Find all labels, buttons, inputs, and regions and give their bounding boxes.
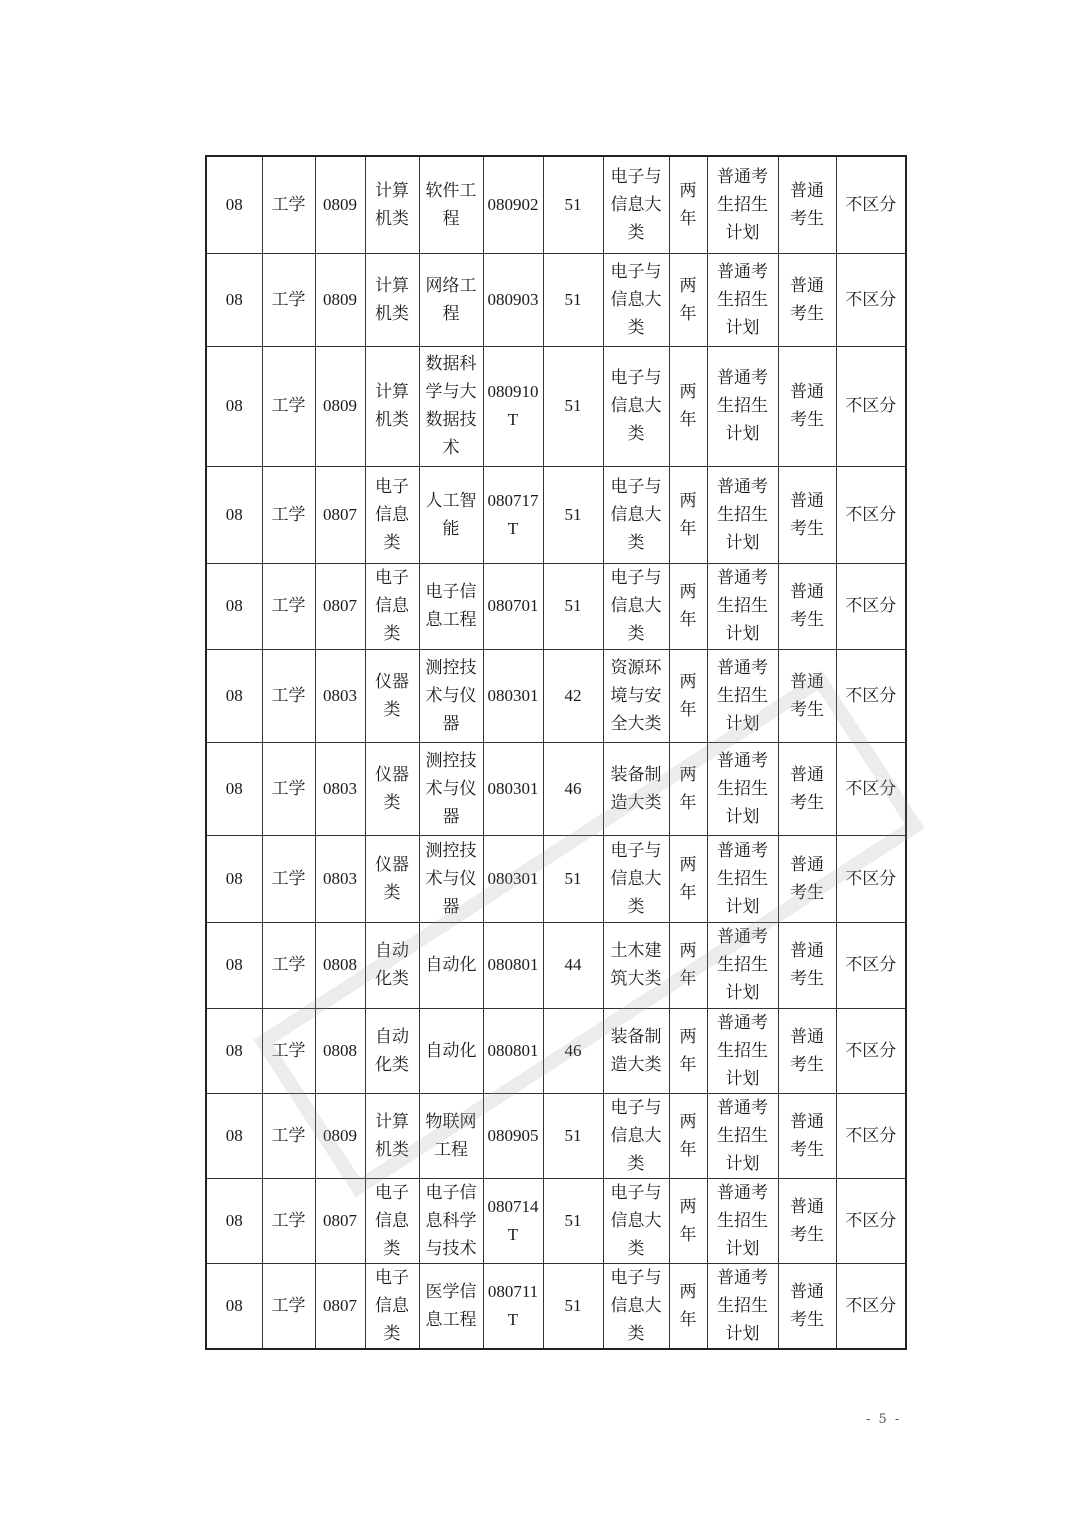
class-code-cell: 0808 [315, 922, 365, 1008]
student-type-cell: 普通考生 [778, 922, 836, 1008]
class-name-cell: 计算机类 [365, 253, 419, 346]
major-code-cell: 080905 [483, 1093, 543, 1178]
discipline-name-cell: 工学 [262, 1008, 315, 1093]
discipline-name-cell: 工学 [262, 466, 315, 563]
table-row [206, 563, 906, 649]
vocational-code-cell: 42 [543, 649, 603, 742]
discipline-name-cell: 工学 [262, 742, 315, 835]
class-code-cell: 0808 [315, 1008, 365, 1093]
student-type-cell: 普通考生 [778, 835, 836, 922]
discipline-code-cell: 08 [206, 253, 262, 346]
gender-cell: 不区分 [836, 156, 906, 253]
plan-type-cell: 普通考生招生计划 [707, 563, 778, 649]
plan-type-cell: 普通考生招生计划 [707, 922, 778, 1008]
major-code-cell: 080717T [483, 466, 543, 563]
discipline-name-cell: 工学 [262, 156, 315, 253]
duration-cell: 两年 [669, 346, 707, 466]
class-name-cell: 仪器类 [365, 742, 419, 835]
discipline-code-cell: 08 [206, 466, 262, 563]
vocational-code-cell: 51 [543, 156, 603, 253]
plan-type-cell: 普通考生招生计划 [707, 253, 778, 346]
discipline-name-cell: 工学 [262, 563, 315, 649]
table-row [206, 1263, 906, 1349]
discipline-name-cell: 工学 [262, 1178, 315, 1263]
discipline-name-cell: 工学 [262, 253, 315, 346]
discipline-code-cell: 08 [206, 1178, 262, 1263]
discipline-code-cell: 08 [206, 1093, 262, 1178]
discipline-code-cell: 08 [206, 156, 262, 253]
major-name-cell: 测控技术与仪器 [419, 742, 483, 835]
vocational-code-cell: 51 [543, 253, 603, 346]
duration-cell: 两年 [669, 835, 707, 922]
student-type-cell: 普通考生 [778, 253, 836, 346]
table-row [206, 156, 906, 253]
class-name-cell: 电子信息类 [365, 466, 419, 563]
class-name-cell: 仪器类 [365, 649, 419, 742]
plan-type-cell: 普通考生招生计划 [707, 346, 778, 466]
table-row [206, 253, 906, 346]
student-type-cell: 普通考生 [778, 649, 836, 742]
class-name-cell: 自动化类 [365, 922, 419, 1008]
plan-type-cell: 普通考生招生计划 [707, 1178, 778, 1263]
vocational-category-cell: 资源环境与安全大类 [603, 649, 669, 742]
discipline-code-cell: 08 [206, 1008, 262, 1093]
table-row [206, 922, 906, 1008]
major-name-cell: 物联网工程 [419, 1093, 483, 1178]
vocational-code-cell: 51 [543, 466, 603, 563]
vocational-category-cell: 电子与信息大类 [603, 1178, 669, 1263]
class-code-cell: 0807 [315, 1178, 365, 1263]
student-type-cell: 普通考生 [778, 1008, 836, 1093]
table-row [206, 346, 906, 466]
table-row [206, 835, 906, 922]
major-table [205, 155, 907, 1350]
vocational-code-cell: 46 [543, 742, 603, 835]
plan-type-cell: 普通考生招生计划 [707, 156, 778, 253]
major-name-cell: 电子信息科学与技术 [419, 1178, 483, 1263]
vocational-code-cell: 51 [543, 563, 603, 649]
duration-cell: 两年 [669, 1178, 707, 1263]
discipline-name-cell: 工学 [262, 922, 315, 1008]
major-name-cell: 数据科学与大数据技术 [419, 346, 483, 466]
page-number: - 5 - [866, 1412, 902, 1427]
major-name-cell: 电子信息工程 [419, 563, 483, 649]
gender-cell: 不区分 [836, 1008, 906, 1093]
class-code-cell: 0809 [315, 1093, 365, 1178]
table-row [206, 649, 906, 742]
major-name-cell: 自动化 [419, 1008, 483, 1093]
discipline-code-cell: 08 [206, 563, 262, 649]
gender-cell: 不区分 [836, 1178, 906, 1263]
major-code-cell: 080903 [483, 253, 543, 346]
duration-cell: 两年 [669, 922, 707, 1008]
major-code-cell: 080910T [483, 346, 543, 466]
duration-cell: 两年 [669, 1093, 707, 1178]
vocational-category-cell: 电子与信息大类 [603, 563, 669, 649]
class-code-cell: 0807 [315, 466, 365, 563]
gender-cell: 不区分 [836, 649, 906, 742]
class-name-cell: 电子信息类 [365, 563, 419, 649]
duration-cell: 两年 [669, 253, 707, 346]
plan-type-cell: 普通考生招生计划 [707, 1263, 778, 1349]
gender-cell: 不区分 [836, 346, 906, 466]
major-code-cell: 080301 [483, 649, 543, 742]
table-row [206, 742, 906, 835]
major-name-cell: 自动化 [419, 922, 483, 1008]
duration-cell: 两年 [669, 156, 707, 253]
vocational-code-cell: 51 [543, 346, 603, 466]
vocational-category-cell: 电子与信息大类 [603, 835, 669, 922]
vocational-category-cell: 土木建筑大类 [603, 922, 669, 1008]
class-name-cell: 自动化类 [365, 1008, 419, 1093]
plan-type-cell: 普通考生招生计划 [707, 1093, 778, 1178]
student-type-cell: 普通考生 [778, 563, 836, 649]
major-code-cell: 080801 [483, 1008, 543, 1093]
table-row [206, 1178, 906, 1263]
class-code-cell: 0803 [315, 649, 365, 742]
vocational-code-cell: 51 [543, 1093, 603, 1178]
class-name-cell: 计算机类 [365, 156, 419, 253]
vocational-category-cell: 电子与信息大类 [603, 466, 669, 563]
gender-cell: 不区分 [836, 253, 906, 346]
discipline-name-cell: 工学 [262, 1263, 315, 1349]
class-code-cell: 0809 [315, 346, 365, 466]
gender-cell: 不区分 [836, 563, 906, 649]
vocational-code-cell: 51 [543, 1178, 603, 1263]
student-type-cell: 普通考生 [778, 466, 836, 563]
vocational-code-cell: 46 [543, 1008, 603, 1093]
discipline-name-cell: 工学 [262, 835, 315, 922]
class-code-cell: 0809 [315, 253, 365, 346]
major-code-cell: 080902 [483, 156, 543, 253]
gender-cell: 不区分 [836, 922, 906, 1008]
vocational-category-cell: 电子与信息大类 [603, 253, 669, 346]
plan-type-cell: 普通考生招生计划 [707, 466, 778, 563]
discipline-name-cell: 工学 [262, 346, 315, 466]
plan-type-cell: 普通考生招生计划 [707, 649, 778, 742]
major-name-cell: 测控技术与仪器 [419, 649, 483, 742]
vocational-code-cell: 51 [543, 835, 603, 922]
class-name-cell: 电子信息类 [365, 1263, 419, 1349]
student-type-cell: 普通考生 [778, 1093, 836, 1178]
table-body [206, 156, 906, 1349]
gender-cell: 不区分 [836, 1263, 906, 1349]
major-name-cell: 软件工程 [419, 156, 483, 253]
class-code-cell: 0803 [315, 742, 365, 835]
vocational-category-cell: 装备制造大类 [603, 1008, 669, 1093]
duration-cell: 两年 [669, 1263, 707, 1349]
class-name-cell: 仪器类 [365, 835, 419, 922]
discipline-code-cell: 08 [206, 346, 262, 466]
student-type-cell: 普通考生 [778, 1178, 836, 1263]
major-name-cell: 网络工程 [419, 253, 483, 346]
duration-cell: 两年 [669, 742, 707, 835]
student-type-cell: 普通考生 [778, 742, 836, 835]
vocational-category-cell: 电子与信息大类 [603, 156, 669, 253]
discipline-name-cell: 工学 [262, 649, 315, 742]
table-row [206, 466, 906, 563]
gender-cell: 不区分 [836, 1093, 906, 1178]
duration-cell: 两年 [669, 649, 707, 742]
class-code-cell: 0807 [315, 1263, 365, 1349]
discipline-code-cell: 08 [206, 922, 262, 1008]
gender-cell: 不区分 [836, 835, 906, 922]
major-name-cell: 人工智能 [419, 466, 483, 563]
major-name-cell: 医学信息工程 [419, 1263, 483, 1349]
major-code-cell: 080701 [483, 563, 543, 649]
major-code-cell: 080711T [483, 1263, 543, 1349]
plan-type-cell: 普通考生招生计划 [707, 742, 778, 835]
class-name-cell: 计算机类 [365, 1093, 419, 1178]
duration-cell: 两年 [669, 1008, 707, 1093]
class-name-cell: 电子信息类 [365, 1178, 419, 1263]
plan-type-cell: 普通考生招生计划 [707, 835, 778, 922]
student-type-cell: 普通考生 [778, 1263, 836, 1349]
class-code-cell: 0803 [315, 835, 365, 922]
class-code-cell: 0809 [315, 156, 365, 253]
duration-cell: 两年 [669, 466, 707, 563]
gender-cell: 不区分 [836, 466, 906, 563]
discipline-code-cell: 08 [206, 742, 262, 835]
major-code-cell: 080301 [483, 835, 543, 922]
vocational-category-cell: 电子与信息大类 [603, 1263, 669, 1349]
discipline-code-cell: 08 [206, 835, 262, 922]
vocational-code-cell: 51 [543, 1263, 603, 1349]
major-name-cell: 测控技术与仪器 [419, 835, 483, 922]
vocational-category-cell: 装备制造大类 [603, 742, 669, 835]
vocational-code-cell: 44 [543, 922, 603, 1008]
table-row [206, 1008, 906, 1093]
class-name-cell: 计算机类 [365, 346, 419, 466]
class-code-cell: 0807 [315, 563, 365, 649]
major-code-cell: 080301 [483, 742, 543, 835]
student-type-cell: 普通考生 [778, 346, 836, 466]
major-code-cell: 080801 [483, 922, 543, 1008]
gender-cell: 不区分 [836, 742, 906, 835]
table-row [206, 1093, 906, 1178]
major-code-cell: 080714T [483, 1178, 543, 1263]
student-type-cell: 普通考生 [778, 156, 836, 253]
plan-type-cell: 普通考生招生计划 [707, 1008, 778, 1093]
discipline-code-cell: 08 [206, 1263, 262, 1349]
discipline-code-cell: 08 [206, 649, 262, 742]
duration-cell: 两年 [669, 563, 707, 649]
vocational-category-cell: 电子与信息大类 [603, 346, 669, 466]
vocational-category-cell: 电子与信息大类 [603, 1093, 669, 1178]
discipline-name-cell: 工学 [262, 1093, 315, 1178]
